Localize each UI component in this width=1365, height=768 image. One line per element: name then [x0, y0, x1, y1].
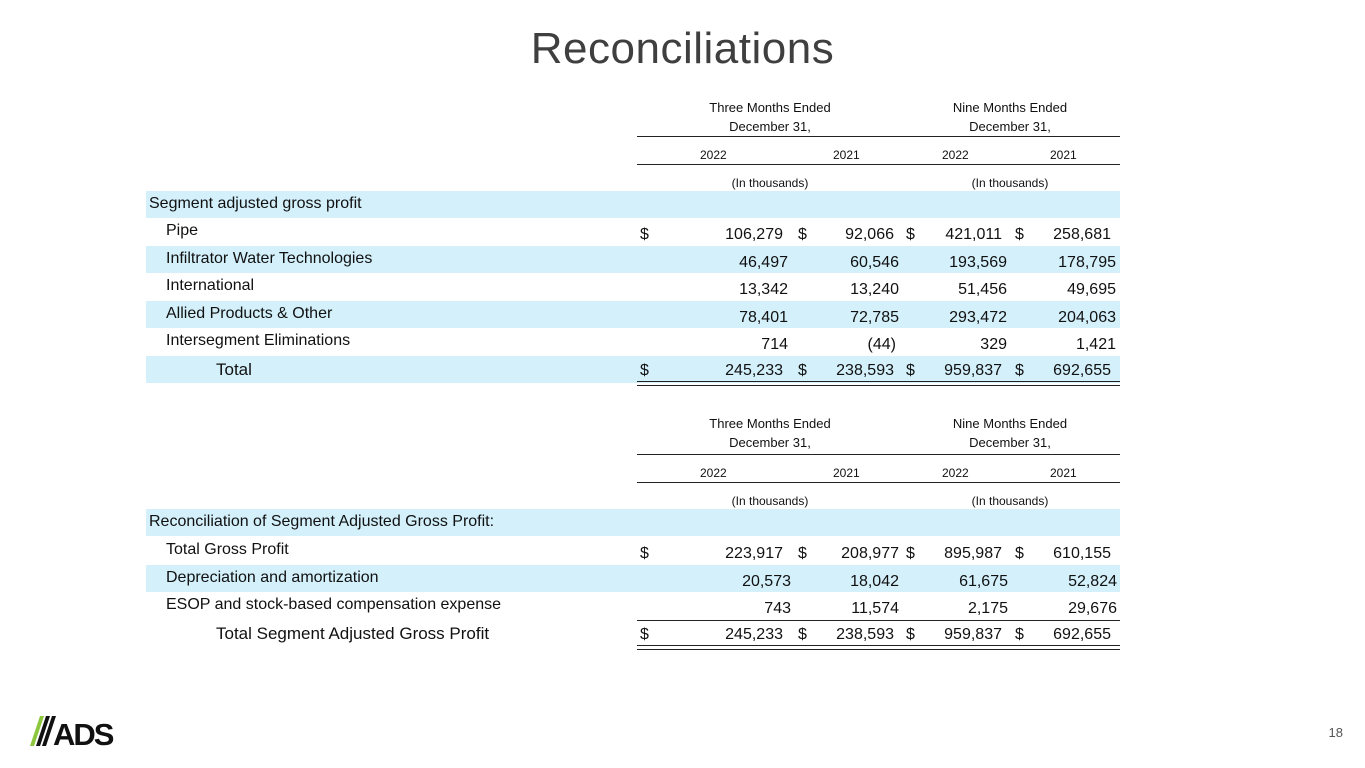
value-cell: 293,472 [949, 309, 1007, 326]
value-cell: (44) [867, 336, 896, 353]
currency-symbol: $ [906, 226, 915, 243]
currency-symbol: $ [906, 626, 915, 643]
currency-symbol: $ [798, 362, 807, 379]
value-cell: 959,837 [944, 362, 1002, 379]
table-row [146, 537, 1120, 564]
value-cell: 193,569 [949, 254, 1007, 271]
row-label: ESOP and stock-based compensation expense [166, 596, 502, 613]
three-months-header-line2: December 31, [729, 435, 811, 450]
year-header: 2022 [942, 148, 969, 162]
double-underline [637, 645, 1120, 650]
units-label: (In thousands) [971, 176, 1049, 190]
value-cell: 208,977 [841, 545, 899, 562]
row-label: Infiltrator Water Technologies [166, 250, 373, 267]
three-months-header-line1: Three Months Ended [709, 100, 831, 115]
section-header: Segment adjusted gross profit [149, 195, 362, 212]
year-rule [637, 482, 1120, 483]
row-label: International [166, 277, 255, 294]
value-cell: 610,155 [1053, 545, 1111, 562]
currency-symbol: $ [1015, 545, 1024, 562]
section-header-row [146, 191, 1120, 218]
row-label: Total Gross Profit [166, 541, 289, 558]
table-row [146, 328, 1120, 355]
row-label: Total Segment Adjusted Gross Profit [216, 624, 490, 643]
value-cell: 258,681 [1053, 226, 1111, 243]
value-cell: 29,676 [1068, 600, 1117, 617]
units-label: (In thousands) [971, 494, 1049, 508]
value-cell: 13,240 [850, 281, 899, 298]
value-cell: 692,655 [1053, 362, 1111, 379]
value-cell: 106,279 [725, 226, 783, 243]
value-cell: 245,233 [725, 626, 783, 643]
currency-symbol: $ [1015, 362, 1024, 379]
year-header: 2021 [1050, 148, 1077, 162]
value-cell: 60,546 [850, 254, 899, 271]
value-cell: 238,593 [836, 362, 894, 379]
units-label: (In thousands) [731, 176, 809, 190]
row-label: Total [216, 360, 252, 379]
units-label: (In thousands) [731, 494, 809, 508]
year-header: 2022 [700, 148, 727, 162]
value-cell: 52,824 [1068, 573, 1117, 590]
value-cell: 11,574 [851, 600, 899, 617]
value-cell: 92,066 [845, 226, 894, 243]
value-cell: 51,456 [958, 281, 1007, 298]
year-header: 2021 [833, 466, 860, 480]
value-cell: 1,421 [1075, 336, 1116, 353]
currency-symbol: $ [906, 545, 915, 562]
currency-symbol: $ [640, 362, 649, 379]
nine-months-header-line1: Nine Months Ended [952, 416, 1068, 431]
value-cell: 49,695 [1067, 281, 1116, 298]
value-cell: 743 [764, 600, 791, 617]
double-underline [637, 381, 1120, 386]
nine-months-header [900, 98, 1120, 136]
currency-symbol: $ [798, 226, 807, 243]
nine-months-header-line1: Nine Months Ended [952, 100, 1068, 115]
value-cell: 46,497 [739, 254, 788, 271]
value-cell: 692,655 [1053, 626, 1111, 643]
value-cell: 238,593 [836, 626, 894, 643]
currency-symbol: $ [640, 226, 649, 243]
value-cell: 78,401 [739, 309, 788, 326]
three-months-header [660, 414, 880, 452]
currency-symbol: $ [1015, 226, 1024, 243]
total-row [146, 356, 1120, 383]
section-header-row [146, 509, 1120, 536]
row-label: Intersegment Eliminations [166, 332, 351, 349]
currency-symbol: $ [640, 545, 649, 562]
row-label: Allied Products & Other [166, 305, 333, 322]
three-months-header-line1: Three Months Ended [709, 416, 831, 431]
table-row [146, 218, 1120, 245]
table-row [146, 565, 1120, 592]
year-rule [637, 164, 1120, 165]
value-cell: 72,785 [850, 309, 899, 326]
three-months-header [660, 98, 880, 136]
page-number: 18 [1328, 725, 1343, 740]
value-cell: 178,795 [1058, 254, 1116, 271]
total-row [146, 620, 1120, 647]
year-header: 2022 [942, 466, 969, 480]
value-cell: 223,917 [725, 545, 783, 562]
currency-symbol: $ [1015, 626, 1024, 643]
ads-logo [30, 714, 130, 748]
nine-months-header [900, 414, 1120, 452]
row-label: Pipe [166, 222, 199, 239]
value-cell: 204,063 [1058, 309, 1116, 326]
value-cell: 421,011 [945, 226, 1002, 243]
section-header: Reconciliation of Segment Adjusted Gross Profit: [149, 513, 495, 530]
value-cell: 20,573 [742, 573, 791, 590]
table-row [146, 246, 1120, 273]
value-cell: 2,175 [967, 600, 1008, 617]
header-rule [637, 454, 1120, 455]
three-months-header-line2: December 31, [729, 119, 811, 134]
value-cell: 329 [980, 336, 1007, 353]
header-rule [637, 136, 1120, 137]
table-row [146, 301, 1120, 328]
value-cell: 18,042 [850, 573, 899, 590]
currency-symbol: $ [798, 545, 807, 562]
nine-months-header-line2: December 31, [969, 119, 1051, 134]
logo-text: ADS [53, 717, 113, 748]
row-label: Depreciation and amortization [166, 569, 379, 586]
year-header: 2021 [1050, 466, 1077, 480]
year-header: 2021 [833, 148, 860, 162]
currency-symbol: $ [640, 626, 649, 643]
value-cell: 959,837 [944, 626, 1002, 643]
value-cell: 245,233 [725, 362, 783, 379]
table-row [146, 273, 1120, 300]
value-cell: 895,987 [944, 545, 1002, 562]
value-cell: 13,342 [739, 281, 788, 298]
value-cell: 714 [761, 336, 788, 353]
currency-symbol: $ [798, 626, 807, 643]
page-title: Reconciliations [530, 24, 835, 73]
currency-symbol: $ [906, 362, 915, 379]
table-row [146, 592, 1120, 619]
value-cell: 61,675 [959, 573, 1008, 590]
year-header: 2022 [700, 466, 727, 480]
nine-months-header-line2: December 31, [969, 435, 1051, 450]
